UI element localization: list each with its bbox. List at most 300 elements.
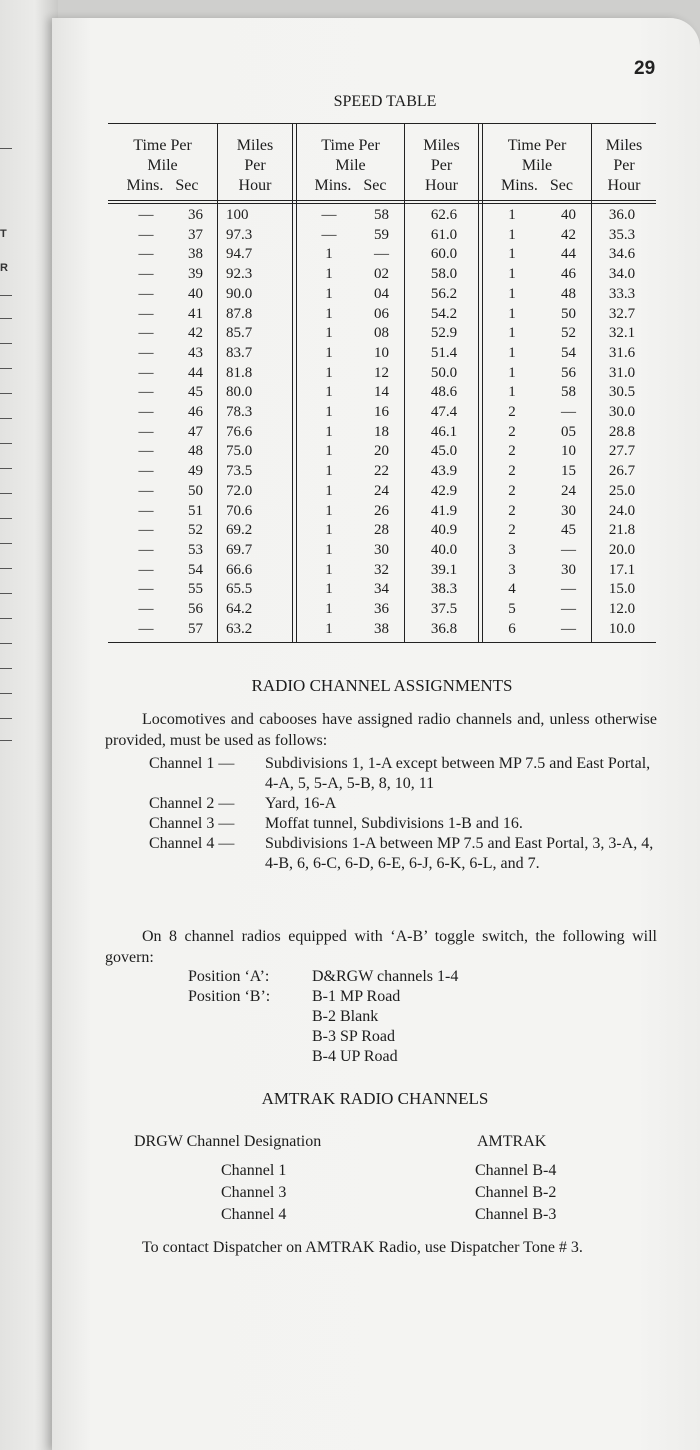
sec-cell: —	[561, 581, 576, 598]
mins-cell: 1	[325, 601, 333, 617]
position-text: B-1 MP Road	[312, 988, 401, 1005]
mph-cell: 12.0	[608, 601, 636, 617]
mph-cell: 45.0	[430, 443, 458, 460]
mph-cell: 33.3	[608, 285, 636, 302]
sec-cell: 50	[188, 482, 203, 499]
channel-list	[149, 754, 659, 874]
sec-cell: 32	[374, 561, 389, 578]
mins-cell: —	[138, 561, 154, 578]
mins-cell: 2	[508, 463, 516, 480]
mins-cell: 1	[508, 325, 516, 342]
mins-cell: 3	[508, 541, 516, 558]
sec-cell: 59	[374, 226, 389, 243]
position-text: B-3 SP Road	[312, 1028, 395, 1045]
mins-cell: 1	[325, 581, 333, 598]
sec-cell: 24	[561, 482, 576, 499]
sec-cell: 26	[374, 502, 389, 519]
left-page-tick	[0, 318, 12, 319]
table-top-rule	[108, 123, 656, 124]
mph-cell: 30.5	[608, 384, 636, 401]
sec-cell: 10	[374, 344, 389, 361]
mph-cell: 21.8	[608, 522, 636, 539]
mins-cell: 1	[325, 344, 333, 361]
mph-cell: 62.6	[430, 207, 458, 223]
channel-label: Channel 4 —	[149, 835, 235, 852]
mins-cell: —	[138, 226, 154, 243]
mins-cell: 1	[325, 364, 333, 381]
sec-cell: 30	[561, 561, 576, 578]
mph-cell: 97.3	[226, 226, 253, 243]
left-page-fragment: T	[0, 228, 7, 240]
mins-cell: —	[321, 226, 337, 243]
mins-cell: 1	[325, 463, 333, 480]
mph-cell: 30.0	[608, 404, 636, 420]
sec-cell: 52	[188, 522, 203, 539]
table-row	[108, 520, 656, 540]
mins-cell: —	[138, 344, 154, 361]
position-text: B-2 Blank	[312, 1008, 379, 1025]
mph-cell: 100	[226, 207, 249, 223]
mph-cell: 43.9	[430, 463, 458, 480]
mins-cell: 1	[325, 246, 333, 263]
left-page-tick	[0, 718, 12, 719]
sec-cell: 39	[188, 266, 203, 283]
mins-cell: —	[138, 404, 154, 420]
sec-cell: 36	[374, 601, 389, 617]
mph-cell: 46.1	[430, 423, 458, 440]
mph-cell: 28.8	[608, 423, 636, 440]
mins-cell: 1	[508, 266, 516, 283]
position-label	[188, 1047, 312, 1067]
sec-cell: 05	[561, 423, 576, 440]
mph-cell: 35.3	[608, 226, 636, 243]
mph-cell: 63.2	[226, 620, 253, 637]
position-label	[188, 1007, 312, 1027]
mins-cell: —	[138, 325, 154, 342]
mins-cell: 1	[325, 502, 333, 519]
left-page-tick	[0, 643, 12, 644]
sec-cell: 38	[374, 620, 389, 637]
position-list	[188, 967, 458, 1067]
sec-cell: 58	[374, 207, 389, 223]
table-row	[108, 481, 656, 501]
mins-cell: 6	[508, 620, 516, 637]
mph-cell: 60.0	[430, 246, 458, 263]
mins-cell: 1	[508, 226, 516, 243]
mins-cell: —	[321, 207, 337, 223]
header-miles-per-hour: Miles Per Hour	[236, 137, 274, 194]
mins-cell: 1	[325, 285, 333, 302]
sec-cell: 47	[188, 423, 203, 440]
table-row	[108, 264, 656, 284]
table-row	[108, 382, 656, 402]
mph-cell: 15.0	[608, 581, 636, 598]
mins-cell: —	[138, 482, 154, 499]
mins-cell: 1	[325, 404, 333, 420]
channel-text: Yard, 16-A	[265, 795, 337, 812]
position-row	[188, 987, 458, 1007]
mins-cell: —	[138, 305, 154, 322]
sec-cell: 48	[561, 285, 576, 302]
mph-cell: 78.3	[226, 404, 253, 420]
sec-cell: 18	[374, 423, 389, 440]
mph-cell: 65.5	[226, 581, 253, 598]
mins-cell: 1	[508, 285, 516, 302]
mph-cell: 40.9	[430, 522, 458, 539]
sec-cell: 49	[188, 463, 203, 480]
header-rule	[108, 200, 656, 201]
header-time-per-mile: Time Per Mile Mins. Sec	[126, 137, 199, 194]
mph-cell: 92.3	[226, 266, 253, 283]
sec-cell: 16	[374, 404, 389, 420]
mph-cell: 80.0	[226, 384, 253, 401]
sec-cell: 24	[374, 482, 389, 499]
sec-cell: 53	[188, 541, 203, 558]
left-page-tick	[0, 493, 12, 494]
mph-cell: 76.6	[226, 423, 253, 440]
mins-cell: —	[138, 620, 154, 637]
mph-cell: 25.0	[608, 482, 636, 499]
amtrak-channel: Channel B-3	[475, 1206, 557, 1223]
header-miles-per-hour: Miles Per Hour	[605, 137, 643, 194]
position-row	[188, 1047, 458, 1067]
left-page-tick	[0, 468, 12, 469]
sec-cell: 14	[374, 384, 389, 401]
mins-cell: 3	[508, 561, 516, 578]
table-row	[108, 599, 656, 619]
table-row	[108, 363, 656, 383]
table-row	[108, 343, 656, 363]
left-page-edge	[0, 0, 58, 1450]
left-page-tick	[0, 443, 12, 444]
left-page-tick	[0, 668, 12, 669]
mph-cell: 51.4	[430, 344, 458, 361]
position-text: D&RGW channels 1-4	[312, 968, 459, 985]
sec-cell: 08	[374, 325, 389, 342]
left-page-tick	[0, 295, 12, 296]
table-row	[108, 323, 656, 343]
mins-cell: 1	[508, 246, 516, 263]
amtrak-column-header: AMTRAK	[477, 1133, 547, 1150]
mph-cell: 56.2	[430, 285, 458, 302]
sec-cell: 37	[188, 226, 203, 243]
sec-cell: 51	[188, 502, 203, 519]
sec-cell: 10	[561, 443, 576, 460]
mph-cell: 75.0	[226, 443, 253, 460]
mph-cell: 90.0	[226, 285, 253, 302]
mins-cell: 2	[508, 423, 516, 440]
sec-cell: 40	[561, 207, 576, 223]
drgw-channel-list	[221, 1160, 286, 1226]
mph-cell: 34.0	[608, 266, 636, 283]
page-number: 29	[634, 58, 656, 79]
sec-cell: 04	[374, 285, 389, 302]
sec-cell: 52	[561, 325, 576, 342]
mph-cell: 50.0	[430, 364, 458, 381]
mph-cell: 94.7	[226, 246, 253, 263]
mins-cell: —	[138, 423, 154, 440]
mph-cell: 36.8	[430, 620, 458, 637]
channel-label: Channel 1 —	[149, 755, 235, 772]
position-label: Position ‘B’:	[188, 988, 271, 1005]
mph-cell: 69.2	[226, 522, 253, 539]
mph-cell: 27.7	[608, 443, 636, 460]
amtrak-channel: Channel B-4	[475, 1162, 557, 1179]
channel-text: Subdivisions 1, 1-A except between MP 7.5 and East Portal, 4-A, 5, 5-A, 5-B, 8, 10, 11	[265, 755, 651, 792]
toggle-switch-paragraph: On 8 channel radios equipped with ‘A-B’ toggle switch, the following will govern:	[105, 928, 657, 966]
position-row	[188, 1007, 458, 1027]
table-row	[108, 225, 656, 245]
mph-cell: 42.9	[430, 482, 458, 499]
position-row	[188, 967, 458, 987]
speed-table	[108, 123, 656, 643]
left-page-tick	[0, 740, 12, 741]
channel-text: Moffat tunnel, Subdivisions 1-B and 16.	[265, 815, 523, 832]
table-row	[108, 284, 656, 304]
sec-cell: 56	[188, 601, 203, 617]
radio-intro-paragraph: Locomotives and cabooses have assigned radio channels and, unless otherwise provided, must be used as follows:	[105, 711, 657, 749]
sec-cell: 55	[188, 581, 203, 598]
sec-cell: 54	[188, 561, 203, 578]
left-page-tick	[0, 593, 12, 594]
table-row	[108, 461, 656, 481]
left-page-tick	[0, 368, 12, 369]
table-bottom-rule	[108, 642, 656, 643]
mins-cell: 1	[325, 522, 333, 539]
mph-cell: 61.0	[430, 226, 458, 243]
table-row	[108, 619, 656, 639]
mph-cell: 17.1	[608, 561, 636, 578]
mins-cell: —	[138, 541, 154, 558]
sec-cell: 36	[188, 207, 203, 223]
table-row	[108, 402, 656, 422]
mins-cell: —	[138, 581, 154, 598]
left-page-tick	[0, 693, 12, 694]
sec-cell: 42	[188, 325, 203, 342]
mph-cell: 69.7	[226, 541, 253, 558]
channel-text: Subdivisions 1-A between MP 7.5 and East Portal, 3, 3-A, 4, 4-B, 6, 6-C, 6-D, 6-E, 6-J, 6-K, 6-L, and 7.	[265, 835, 654, 872]
mins-cell: —	[138, 364, 154, 381]
position-label: Position ‘A’:	[188, 968, 270, 985]
dispatcher-note: To contact Dispatcher on AMTRAK Radio, use Dispatcher Tone # 3.	[142, 1239, 583, 1256]
mins-cell: 1	[325, 423, 333, 440]
sec-cell: 56	[561, 364, 576, 381]
mins-cell: 4	[508, 581, 516, 598]
mins-cell: —	[138, 502, 154, 519]
channel-row	[149, 754, 659, 794]
sec-cell: 06	[374, 305, 389, 322]
mph-cell: 38.3	[430, 581, 458, 598]
mph-cell: 54.2	[430, 305, 458, 322]
speed-table-title: SPEED TABLE	[333, 93, 437, 110]
sec-cell: 28	[374, 522, 389, 539]
sec-cell: 40	[188, 285, 203, 302]
amtrak-channel-list	[475, 1160, 556, 1226]
mins-cell: —	[138, 384, 154, 401]
sec-cell: 20	[374, 443, 389, 460]
mins-cell: 1	[325, 561, 333, 578]
header-miles-per-hour: Miles Per Hour	[423, 137, 460, 194]
mph-cell: 37.5	[430, 601, 458, 617]
sec-cell: 30	[374, 541, 389, 558]
radio-channel-title: RADIO CHANNEL ASSIGNMENTS	[251, 676, 513, 695]
mins-cell: 1	[508, 364, 516, 381]
mins-cell: —	[138, 601, 154, 617]
mins-cell: 1	[325, 482, 333, 499]
header-rule	[108, 203, 656, 204]
left-page-tick	[0, 343, 12, 344]
sec-cell: 30	[561, 502, 576, 519]
mins-cell: 1	[508, 305, 516, 322]
sec-cell: 34	[374, 581, 389, 598]
sec-cell: 43	[188, 344, 203, 361]
mph-cell: 41.9	[430, 502, 458, 519]
table-row	[108, 422, 656, 442]
table-row	[108, 304, 656, 324]
mins-cell: 2	[508, 482, 516, 499]
mins-cell: —	[138, 207, 154, 223]
channel-row	[149, 834, 659, 874]
mph-cell: 36.0	[608, 207, 636, 223]
sec-cell: 58	[561, 384, 576, 401]
sec-cell: 38	[188, 246, 203, 263]
channel-label: Channel 3 —	[149, 815, 235, 832]
sec-cell: 54	[561, 344, 576, 361]
table-row	[108, 441, 656, 461]
mins-cell: 2	[508, 502, 516, 519]
sec-cell: —	[374, 246, 389, 263]
sec-cell: —	[561, 601, 576, 617]
sec-cell: 22	[374, 463, 389, 480]
mins-cell: 1	[325, 305, 333, 322]
mins-cell: 2	[508, 522, 516, 539]
mph-cell: 58.0	[430, 266, 458, 283]
header-time-per-mile: Time Per Mile Mins. Sec	[314, 137, 387, 194]
mph-cell: 66.6	[226, 561, 253, 578]
mph-cell: 70.6	[226, 502, 253, 519]
mins-cell: 1	[325, 325, 333, 342]
mph-cell: 83.7	[226, 344, 253, 361]
channel-row	[149, 794, 659, 814]
mph-cell: 52.9	[430, 325, 458, 342]
position-label	[188, 1027, 312, 1047]
mph-cell: 81.8	[226, 364, 253, 381]
sec-cell: 45	[561, 522, 576, 539]
table-row	[108, 540, 656, 560]
sec-cell: —	[561, 620, 576, 637]
left-page-tick	[0, 618, 12, 619]
mins-cell: 1	[508, 344, 516, 361]
sec-cell: 46	[188, 404, 203, 420]
mph-cell: 32.1	[608, 325, 636, 342]
sec-cell: —	[561, 404, 576, 420]
sec-cell: —	[561, 541, 576, 558]
mph-cell: 48.6	[430, 384, 458, 401]
left-page-tick	[0, 148, 12, 149]
table-row	[108, 501, 656, 521]
mins-cell: 1	[325, 620, 333, 637]
sec-cell: 57	[188, 620, 203, 637]
mph-cell: 31.6	[608, 344, 636, 361]
left-page-tick	[0, 393, 12, 394]
mph-cell: 20.0	[608, 541, 636, 558]
position-text: B-4 UP Road	[312, 1048, 398, 1065]
sec-cell: 12	[374, 364, 389, 381]
channel-row	[149, 814, 659, 834]
mins-cell: 1	[325, 541, 333, 558]
mph-cell: 32.7	[608, 305, 636, 322]
mins-cell: —	[138, 443, 154, 460]
drgw-column-header: DRGW Channel Designation	[134, 1133, 322, 1150]
sec-cell: 44	[561, 246, 576, 263]
mph-cell: 64.2	[226, 601, 253, 617]
mins-cell: —	[138, 522, 154, 539]
left-page-tick	[0, 518, 12, 519]
position-row	[188, 1027, 458, 1047]
mins-cell: —	[138, 463, 154, 480]
mph-cell: 10.0	[608, 620, 636, 637]
left-page-fragment: R	[0, 262, 8, 274]
channel-label: Channel 2 —	[149, 795, 235, 812]
mins-cell: 5	[508, 601, 516, 617]
table-row	[108, 560, 656, 580]
mins-cell: 2	[508, 404, 516, 420]
left-page-tick	[0, 568, 12, 569]
drgw-channel: Channel 4	[221, 1206, 287, 1223]
drgw-channel: Channel 3	[221, 1184, 287, 1201]
sec-cell: 15	[561, 463, 576, 480]
sec-cell: 02	[374, 266, 389, 283]
mph-cell: 73.5	[226, 463, 253, 480]
sec-cell: 42	[561, 226, 576, 243]
left-page-tick	[0, 418, 12, 419]
sec-cell: 41	[188, 305, 203, 322]
sec-cell: 44	[188, 364, 203, 381]
mins-cell: 2	[508, 443, 516, 460]
table-row	[108, 205, 656, 225]
sec-cell: 45	[188, 384, 203, 401]
mph-cell: 26.7	[608, 463, 636, 480]
mph-cell: 85.7	[226, 325, 253, 342]
mins-cell: —	[138, 246, 154, 263]
table-row	[108, 244, 656, 264]
mins-cell: —	[138, 285, 154, 302]
drgw-channel: Channel 1	[221, 1162, 287, 1179]
mph-cell: 87.8	[226, 305, 253, 322]
sec-cell: 50	[561, 305, 576, 322]
mph-cell: 47.4	[430, 404, 458, 420]
mph-cell: 39.1	[430, 561, 458, 578]
mph-cell: 34.6	[608, 246, 636, 263]
mph-cell: 24.0	[608, 502, 636, 519]
mph-cell: 31.0	[608, 364, 636, 381]
mins-cell: 1	[325, 384, 333, 401]
mins-cell: 1	[508, 207, 516, 223]
mins-cell: —	[138, 266, 154, 283]
left-page-tick	[0, 543, 12, 544]
sec-cell: 46	[561, 266, 576, 283]
mph-cell: 40.0	[430, 541, 458, 558]
amtrak-channel: Channel B-2	[475, 1184, 557, 1201]
table-row	[108, 579, 656, 599]
header-time-per-mile: Time Per Mile Mins. Sec	[500, 137, 573, 194]
mins-cell: 1	[508, 384, 516, 401]
sec-cell: 48	[188, 443, 203, 460]
amtrak-radio-title: AMTRAK RADIO CHANNELS	[261, 1089, 489, 1108]
mph-cell: 72.0	[226, 482, 253, 499]
mins-cell: 1	[325, 443, 333, 460]
mins-cell: 1	[325, 266, 333, 283]
